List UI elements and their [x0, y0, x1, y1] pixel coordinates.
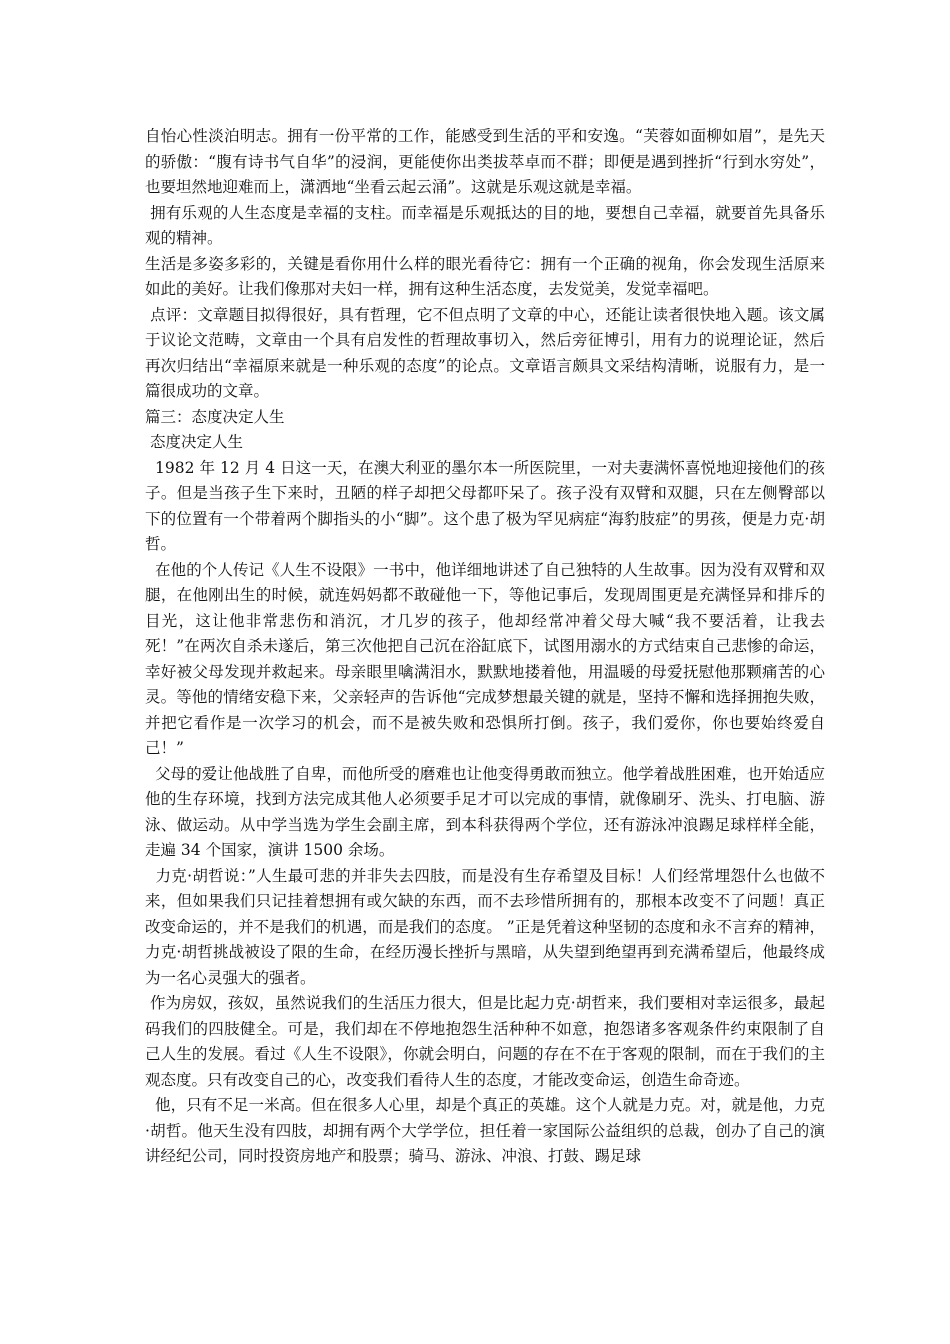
paragraph-optimism-pillar: 拥有乐观的人生态度是幸福的支柱。而幸福是乐观抵达的目的地，要想自己幸福，就要首先具备乐观的精神。 [145, 203, 825, 247]
article-title: 态度决定人生 [145, 433, 243, 451]
paragraph-commentary: 点评：文章题目拟得很好，具有哲理，它不但点明了文章的中心，还能让读者很快地入题。该文属于议论文范畴，文章由一个具有启发性的哲理故事切入，然后旁征博引，用有力的说理论证，然后再次归结出“幸福原来就是一种乐观的态度”的论点。文章语言颇具文采结构清晰，说服有力，是一篇很成功的文章。 [145, 305, 825, 400]
paragraph-reflection: 作为房奴，孩奴，虽然说我们的生活压力很大，但是比起力克·胡哲来，我们要相对幸运很多，最起码我们的四肢健全。可是，我们却在不停地抱怨生活种种不如意，抱怨诸多客观条件约束限制了自己人生的发展。看过《人生不设限》，你就会明白，问题的存在不在于客观的限制，而在于我们的主观态度。只有改变自己的心，改变我们看待人生的态度，才能改变命运，创造生命奇迹。 [145, 994, 825, 1089]
paragraph-optimism-intro: 自怡心性淡泊明志。拥有一份平常的工作，能感受到生活的平和安逸。“芙蓉如面柳如眉”，是先天的骄傲：“腹有诗书气自华”的浸润，更能使你出类拔萃卓而不群；即便是遇到挫折“行到水穷处”，也要坦然地迎难而上，潇洒地“坐看云起云涌”。这就是乐观这就是幸福。 [145, 127, 825, 196]
paragraph-birth-story: 1982 年 12 月 4 日这一天，在澳大利亚的墨尔本一所医院里，一对夫妻满怀喜悦地迎接他们的孩子。但是当孩子生下来时，丑陋的样子却把父母都吓呆了。孩子没有双臂和双腿，只在左侧臀部以下的位置有一个带着两个脚指头的小“脚”。这个患了极为罕见病症“海豹肢症”的男孩，便是力克·胡哲。 [145, 458, 825, 553]
section-heading: 篇三：态度决定人生 [145, 407, 285, 426]
document-body [145, 124, 825, 1170]
paragraph-quote: 力克·胡哲说：”人生最可悲的并非失去四肢，而是没有生存希望及目标！人们经常埋怨什么也做不来，但如果我们只记挂着想拥有或欠缺的东西，而不去珍惜所拥有的，那根本改变不了问题！真正改变命运的，并不是我们的机遇，而是我们的态度。 ”正是凭着这种坚韧的态度和永不言弃的精神，力克·胡哲挑战被设了限的生命，在经历漫长挫折与黑暗，从失望到绝望再到充满希望后，他最终成为一名心灵强大的强者。 [145, 866, 825, 987]
paragraph-biography: 在他的个人传记《人生不设限》一书中，他详细地讲述了自己独特的人生故事。因为没有双臂和双腿，在他刚出生的时候，就连妈妈都不敢碰他一下，等他记事后，发现周围更是充满怪异和排斥的目光，这让他非常悲伤和消沉，才几岁的孩子，他却经常冲着父母大喊“我不要活着，让我去死！”在两次自杀未遂后，第三次他把自己沉在浴缸底下，试图用溺水的方式结束自己悲惨的命运，幸好被父母发现并救起来。母亲眼里噙满泪水，默默地搂着他，用温暖的母爱抚慰他那颗痛苦的心灵。等他的情绪安稳下来，父亲轻声的告诉他“完成梦想最关键的就是，坚持不懈和选择拥抱失败，并把它看作是一次学习的机会，而不是被失败和恐惧所打倒。孩子，我们爱你，你也要始终爱自己！” [145, 560, 825, 757]
paragraph-parents-love: 父母的爱让他战胜了自卑，而他所受的磨难也让他变得勇敢而独立。他学着战胜困难，也开始适应他的生存环境，找到方法完成其他人必须要手足才可以完成的事情，就像刷牙、洗头、打电脑、游泳、做运动。从中学当选为学生会副主席，到本科获得两个学位，还有游泳冲浪踢足球样样全能，走遍 34 个国家，演讲 1500 余场。 [145, 764, 825, 859]
paragraph-hero: 他，只有不足一米高。但在很多人心里，却是个真正的英雄。这个人就是力克。对，就是他，力克·胡哲。他天生没有四肢，却拥有两个大学学位，担任着一家国际公益组织的总裁，创办了自己的演讲经纪公司，同时投资房地产和股票；骑马、游泳、冲浪、打鼓、踢足球 [145, 1096, 825, 1165]
paragraph-life-colorful: 生活是多姿多彩的，关键是看你用什么样的眼光看待它：拥有一个正确的视角，你会发现生活原来如此的美好。让我们像那对夫妇一样，拥有这种生活态度，去发觉美，发觉幸福吧。 [145, 254, 825, 298]
